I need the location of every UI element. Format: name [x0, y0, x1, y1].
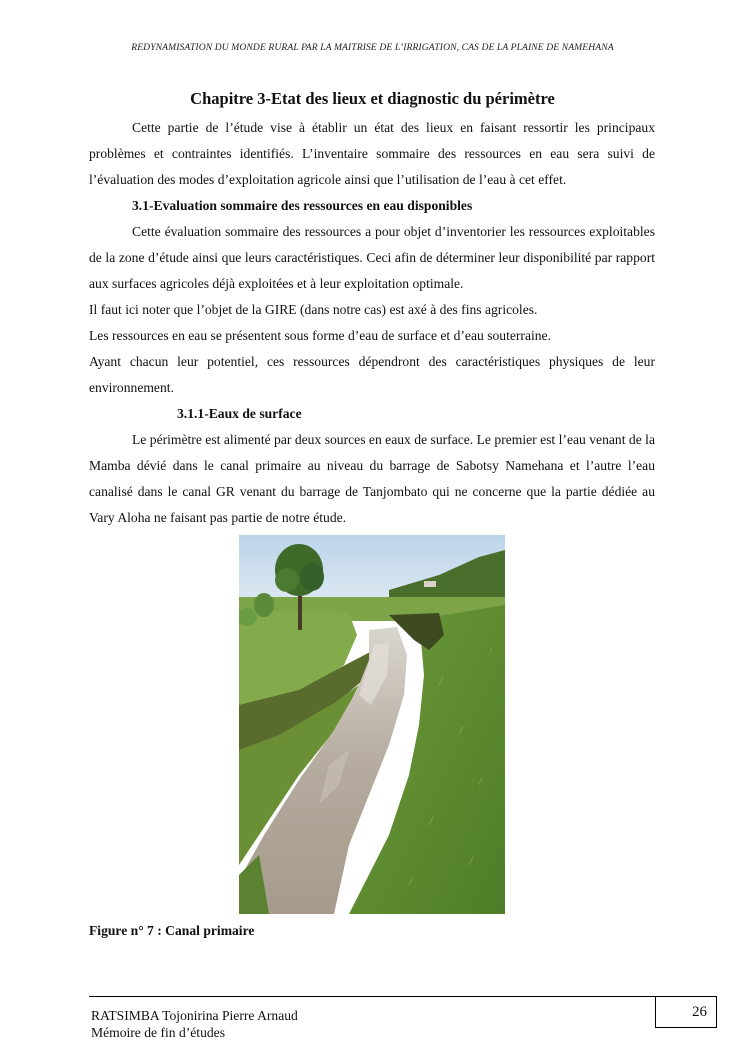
intro-paragraph: Cette partie de l’étude vise à établir un état des lieux en faisant ressortir les principaux problèmes et contraintes identifiés. L’inventaire sommaire des ressources en eau sera suivi de l’évaluation des modes d’exploitation agricole ainsi que l’utilisation de l’eau à cet effet. [89, 120, 655, 187]
section-3-1-1-heading: 3.1.1-Eaux de surface [177, 406, 302, 421]
canal-photo [239, 535, 505, 914]
figure-caption: Figure n° 7 : Canal primaire [89, 923, 255, 938]
body-text [89, 115, 655, 531]
footer-author: RATSIMBA Tojonirina Pierre Arnaud [91, 1008, 298, 1023]
section-3-1-1-paragraph-1: Le périmètre est alimenté par deux sources en eaux de surface. Le premier est l’eau venant de la Mamba dévié dans le canal primaire au niveau du barrage de Sabotsy Namehana et l’autre l’eau canalisé dans le canal GR venant du barrage de Tanjombato qui ne concerne que la partie dédiée au Vary Aloha ne faisant pas partie de notre étude. [89, 432, 655, 525]
footer-divider [89, 996, 655, 997]
running-header: REDYNAMISATION DU MONDE RURAL PAR LA MAITRISE DE L’IRRIGATION, CAS DE LA PLAINE DE NAMEHANA [131, 42, 614, 53]
section-3-1-paragraph-3: Les ressources en eau se présentent sous forme d’eau de surface et d’eau souterraine. [89, 328, 551, 343]
footer-subtitle: Mémoire de fin d’études [91, 1025, 226, 1040]
section-3-1-paragraph-2: Il faut ici noter que l’objet de la GIRE (dans notre cas) est axé à des fins agricoles. [89, 302, 538, 317]
section-3-1-heading: 3.1-Evaluation sommaire des ressources en eau disponibles [132, 198, 473, 213]
section-3-1-paragraph-1: Cette évaluation sommaire des ressources a pour objet d’inventorier les ressources exploitables de la zone d’étude ainsi que leurs caractéristiques. Ceci afin de déterminer leur disponibilité par rapport aux surfaces agricoles déjà exploitées et à leur exploitation optimale. [89, 224, 655, 291]
section-3-1-paragraph-4: Ayant chacun leur potentiel, ces ressources dépendront des caractéristiques physiques de leur environnement. [89, 354, 655, 395]
chapter-title: Chapitre 3-Etat des lieux et diagnostic du périmètre [190, 89, 555, 108]
page-number: 26 [655, 996, 717, 1028]
